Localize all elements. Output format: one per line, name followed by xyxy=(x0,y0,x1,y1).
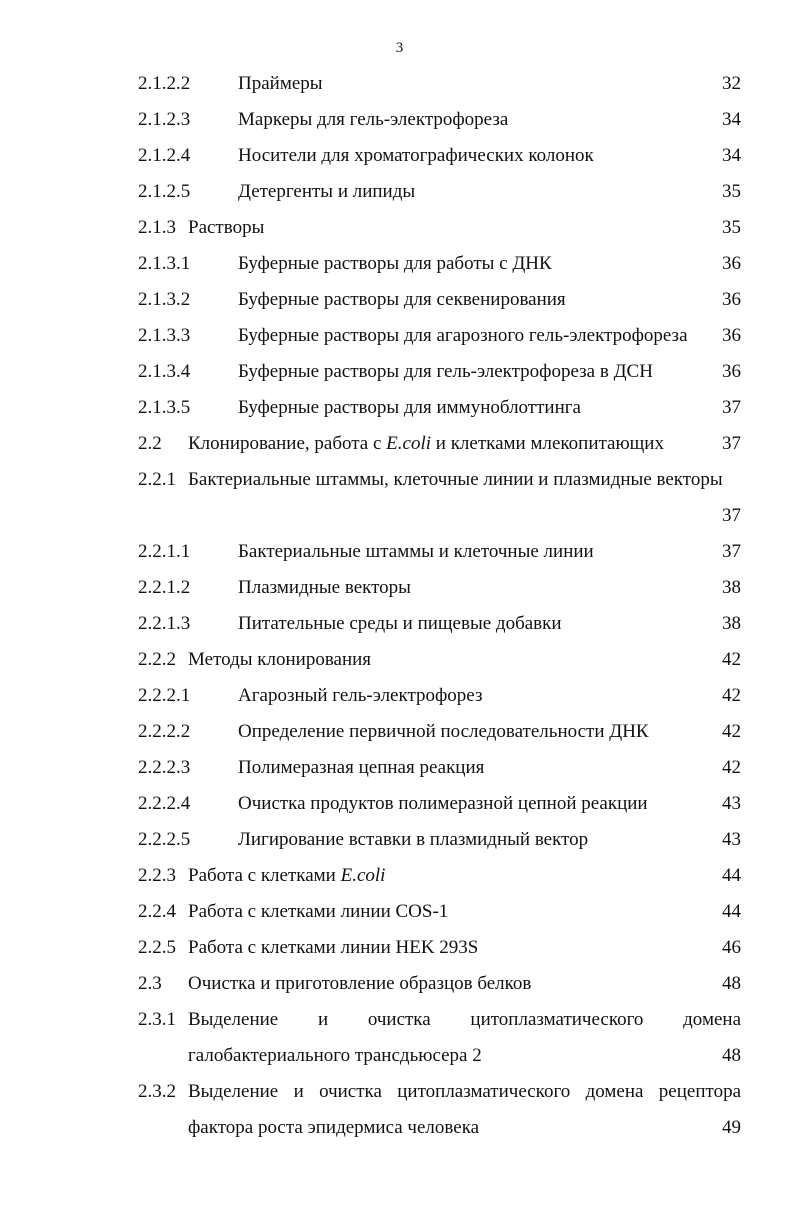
toc-entry xyxy=(138,1074,741,1146)
toc-entry-page: 49 xyxy=(722,1117,741,1138)
page-number: 3 xyxy=(395,40,404,56)
toc-entry-number: 2.3.2 xyxy=(138,1081,176,1102)
toc-entry xyxy=(138,678,741,714)
toc-entry-title: Детергенты и липиды xyxy=(238,181,416,202)
toc-entry-number: 2.3 xyxy=(138,973,162,994)
toc-entry-number: 2.1.3.4 xyxy=(138,361,191,382)
toc-entry xyxy=(138,858,741,894)
toc-entry xyxy=(138,1002,741,1074)
toc-entry xyxy=(138,966,741,1002)
toc-entry-number: 2.2.4 xyxy=(138,901,176,922)
toc-entry-number: 2.2.1.1 xyxy=(138,541,191,562)
toc-entry-number: 2.1.2.4 xyxy=(138,145,191,166)
toc-entry-title: Буферные растворы для иммуноблоттинга xyxy=(238,397,581,418)
toc-entry-number: 2.1.3.2 xyxy=(138,289,191,310)
toc-entry-number: 2.2.2.3 xyxy=(138,757,191,778)
toc-entry-number: 2.2.2.2 xyxy=(138,721,191,742)
toc-entry-title: Работа с клетками линии HEK 293S xyxy=(188,937,479,958)
toc-entry-page: 43 xyxy=(722,793,741,814)
toc-entry-page: 37 xyxy=(722,433,741,454)
toc-entry-title: Маркеры для гель-электрофореза xyxy=(238,109,509,130)
toc-entry-title: Выделение и очистка цитоплазматического домена рецептора фактора роста эпидермиса человека 49 xyxy=(188,1074,741,1146)
toc-entry xyxy=(138,174,741,210)
toc-entry-page: 42 xyxy=(722,649,741,670)
toc-entry xyxy=(138,210,741,246)
toc-entry-number: 2.1.2.2 xyxy=(138,73,191,94)
toc-entry-title: Лигирование вставки в плазмидный вектор xyxy=(238,829,589,850)
toc-entry-page: 36 xyxy=(722,253,741,274)
toc-entry xyxy=(138,246,741,282)
toc-entry-title: Бактериальные штаммы, клеточные линии и плазмидные векторы xyxy=(188,469,723,490)
toc-entry-number: 2.3.1 xyxy=(138,1009,176,1030)
table-of-contents xyxy=(138,66,741,1146)
toc-entry-number: 2.1.3.3 xyxy=(138,325,191,346)
toc-entry xyxy=(138,426,741,462)
toc-entry-page: 48 xyxy=(722,973,741,994)
toc-entry-title: Очистка и приготовление образцов белков xyxy=(188,973,532,994)
toc-entry-page: 34 xyxy=(722,109,741,130)
toc-entry-number: 2.2.1.3 xyxy=(138,613,191,634)
toc-entry-page: 37 xyxy=(722,505,741,526)
toc-entry-number: 2.2.2 xyxy=(138,649,176,670)
toc-entry xyxy=(138,534,741,570)
toc-entry-number: 2.2 xyxy=(138,433,162,454)
toc-entry-title: Питательные среды и пищевые добавки xyxy=(238,613,562,634)
toc-entry-number: 2.1.2.5 xyxy=(138,181,191,202)
toc-entry xyxy=(138,570,741,606)
toc-entry-title: Растворы xyxy=(188,217,265,238)
toc-entry-page: 36 xyxy=(722,361,741,382)
toc-entry-title: Праймеры xyxy=(238,73,323,94)
toc-entry-title: Буферные растворы для работы с ДНК xyxy=(238,253,552,274)
toc-entry-title: Агарозный гель-электрофорез xyxy=(238,685,483,706)
toc-entry xyxy=(138,138,741,174)
toc-entry-page: 35 xyxy=(722,217,741,238)
toc-entry-title: Работа с клетками E.coli xyxy=(188,865,386,886)
toc-entry-page: 37 xyxy=(722,397,741,418)
toc-entry-page: 34 xyxy=(722,145,741,166)
toc-entry xyxy=(138,642,741,678)
toc-entry-title: Буферные растворы для секвенирования xyxy=(238,289,566,310)
toc-entry-page: 38 xyxy=(722,577,741,598)
toc-entry-page: 44 xyxy=(722,901,741,922)
toc-entry-title: Буферные растворы для гель-электрофореза в ДСН xyxy=(238,361,653,382)
toc-entry-number: 2.2.1 xyxy=(138,469,176,490)
toc-entry-title: Определение первичной последовательности ДНК xyxy=(238,721,649,742)
toc-entry-page: 36 xyxy=(722,325,741,346)
toc-entry-page: 42 xyxy=(722,721,741,742)
toc-entry-number: 2.2.1.2 xyxy=(138,577,191,598)
toc-entry-title: Плазмидные векторы xyxy=(238,577,411,598)
toc-entry xyxy=(138,102,741,138)
toc-entry xyxy=(138,894,741,930)
toc-entry-title: Клонирование, работа с E.coli и клетками млекопитающих xyxy=(188,433,664,454)
toc-entry-number: 2.1.3.5 xyxy=(138,397,191,418)
toc-entry-title: Выделение и очистка цитоплазматического домена галобактериального трансдьюсера 2 48 xyxy=(188,1002,741,1074)
toc-entry xyxy=(138,66,741,102)
toc-entry-page: 36 xyxy=(722,289,741,310)
toc-entry-number: 2.2.2.5 xyxy=(138,829,191,850)
toc-entry-page: 38 xyxy=(722,613,741,634)
toc-entry xyxy=(138,822,741,858)
toc-entry-page: 46 xyxy=(722,937,741,958)
toc-entry xyxy=(138,282,741,318)
toc-entry-title: Методы клонирования xyxy=(188,649,372,670)
toc-entry-number: 2.1.3.1 xyxy=(138,253,191,274)
toc-entry-page: 42 xyxy=(722,757,741,778)
toc-entry xyxy=(138,606,741,642)
toc-entry xyxy=(138,786,741,822)
toc-entry-page: 43 xyxy=(722,829,741,850)
toc-entry-title: Бактериальные штаммы и клеточные линии xyxy=(238,541,594,562)
toc-entry xyxy=(138,930,741,966)
toc-entry xyxy=(138,750,741,786)
toc-entry-number: 2.2.2.1 xyxy=(138,685,191,706)
toc-entry-number: 2.1.2.3 xyxy=(138,109,191,130)
toc-entry-number: 2.2.5 xyxy=(138,937,176,958)
toc-entry-title: Работа с клетками линии COS-1 xyxy=(188,901,449,922)
toc-entry-number: 2.2.2.4 xyxy=(138,793,191,814)
toc-entry-number: 2.1.3 xyxy=(138,217,176,238)
toc-entry-title: Буферные растворы для агарозного гель-электрофореза xyxy=(238,325,688,346)
toc-entry-number: 2.2.3 xyxy=(138,865,176,886)
toc-entry-page: 37 xyxy=(722,541,741,562)
toc-entry-page: 42 xyxy=(722,685,741,706)
toc-entry xyxy=(138,318,741,354)
toc-entry-title: Носители для хроматографических колонок xyxy=(238,145,594,166)
toc-entry-page: 32 xyxy=(722,73,741,94)
toc-entry-page: 48 xyxy=(722,1045,741,1066)
toc-entry-title: Полимеразная цепная реакция xyxy=(238,757,485,778)
toc-entry-page: 44 xyxy=(722,865,741,886)
toc-entry xyxy=(138,462,741,534)
toc-entry-page: 35 xyxy=(722,181,741,202)
toc-entry xyxy=(138,714,741,750)
toc-entry xyxy=(138,390,741,426)
toc-entry xyxy=(138,354,741,390)
toc-entry-title: Очистка продуктов полимеразной цепной реакции xyxy=(238,793,648,814)
